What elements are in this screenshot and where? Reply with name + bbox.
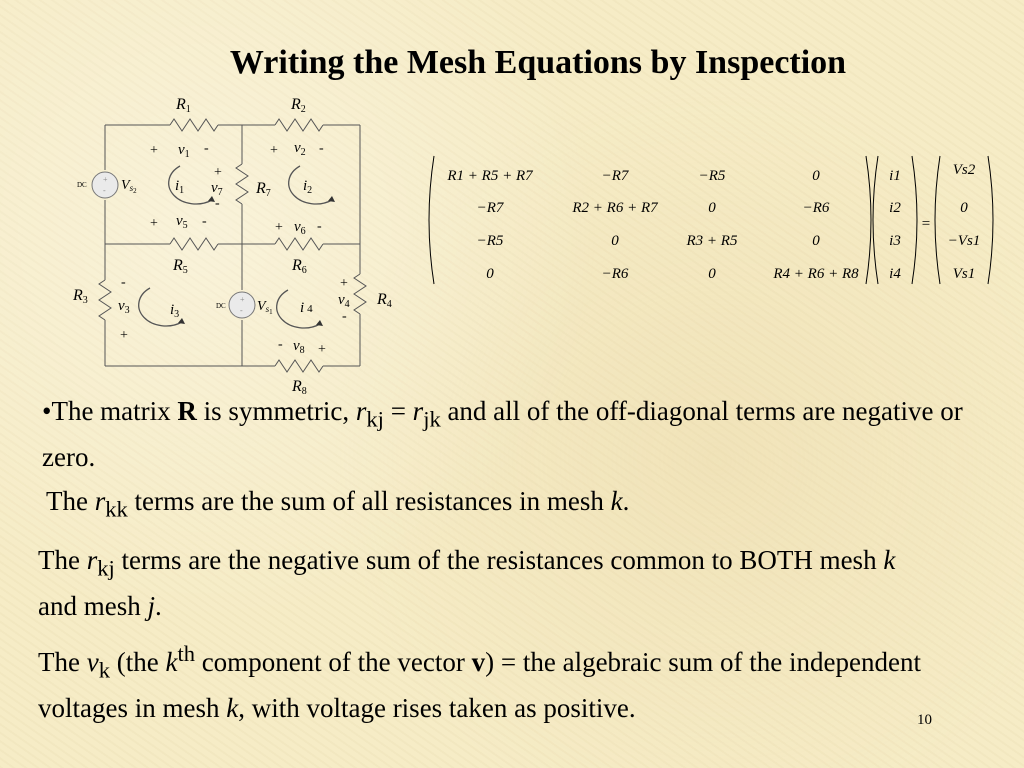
svg-text:-: - <box>317 219 322 234</box>
svg-text:-: - <box>215 196 220 211</box>
m-4-1: 0 <box>486 266 494 282</box>
svg-text:+: + <box>150 143 158 158</box>
label-v5: $v_5$ <box>176 213 188 231</box>
resistor-r6 <box>275 238 323 250</box>
resistor-r7 <box>236 164 248 204</box>
para-rkj: The $r_{kj}$ terms are the negative sum of the resistances common to BOTH mesh k and mesh j. <box>38 545 896 622</box>
m-2-3: 0 <box>708 200 716 216</box>
label-i4: i 4 <box>300 300 313 316</box>
resistor-r1 <box>170 119 218 131</box>
para-vk: The $v_k$ (the $k^{th}$ component of the vector v) = the algebraic sum of the independent voltages in mesh k, with voltage rises taken as positive. <box>38 641 921 724</box>
source-vector <box>948 162 981 282</box>
m-3-3: R3 + R5 <box>686 233 738 249</box>
m-3-2: 0 <box>611 233 619 249</box>
dc-label-vs2: DC <box>77 181 87 189</box>
svg-text:i2: i2 <box>889 200 901 216</box>
resistor-r2 <box>275 119 323 131</box>
svg-text:-: - <box>204 141 209 156</box>
resistor-r5 <box>170 238 218 250</box>
label-r7: R7 <box>256 180 271 199</box>
label-i2: $i_2$ <box>303 178 313 196</box>
svg-text:0: 0 <box>960 200 968 216</box>
m-4-4: R4 + R6 + R8 <box>773 266 859 282</box>
label-vs2: Vs2 <box>121 178 137 195</box>
m-3-1: −R5 <box>476 233 504 249</box>
m-4-3: 0 <box>708 266 716 282</box>
svg-text:i4: i4 <box>889 266 901 282</box>
label-v8: $v_8$ <box>293 338 305 356</box>
svg-text:+: + <box>214 165 222 180</box>
label-r5: R5 <box>173 257 188 276</box>
label-r4: R4 <box>377 291 392 310</box>
mesh-loop-i3 <box>139 288 182 326</box>
label-v3: $v_3$ <box>118 298 130 316</box>
m-2-1: −R7 <box>476 200 504 216</box>
svg-text:Vs2: Vs2 <box>952 162 976 178</box>
current-vector <box>889 168 901 282</box>
label-v4: $v_4$ <box>338 292 350 310</box>
svg-text:i3: i3 <box>889 233 901 249</box>
equals-sign: = <box>921 216 931 232</box>
label-v1: $v_1$ <box>178 142 190 160</box>
label-vs1: Vs1 <box>257 299 273 316</box>
label-v2: $v_2$ <box>294 140 306 158</box>
label-r3: R3 <box>73 287 88 306</box>
svg-text:+: + <box>240 295 245 304</box>
svg-text:+: + <box>120 328 128 343</box>
svg-text:Vs1: Vs1 <box>952 266 976 282</box>
label-v6: $v_6$ <box>294 219 306 237</box>
m-1-4: 0 <box>812 168 820 184</box>
svg-text:-: - <box>319 141 324 156</box>
m-1-3: −R5 <box>698 168 726 184</box>
mesh-circuit-diagram <box>60 92 420 397</box>
matrix-right-bracket <box>866 156 871 284</box>
label-i1: $i_1$ <box>175 178 185 196</box>
label-r6: R6 <box>292 257 307 276</box>
svg-text:-: - <box>342 309 347 324</box>
svg-text:+: + <box>103 175 108 184</box>
matrix-left-bracket <box>429 156 434 284</box>
label-i3: $i_3$ <box>170 302 180 320</box>
label-v7: $v_7$ <box>211 180 223 198</box>
svg-text:+: + <box>150 216 158 231</box>
page-number: 10 <box>917 712 932 728</box>
mesh-matrix-equation <box>420 150 1000 290</box>
m-3-4: 0 <box>812 233 820 249</box>
matrix-cells <box>446 168 859 282</box>
mesh-loop-i4 <box>277 290 320 328</box>
svg-text:-: - <box>121 275 126 290</box>
para-rkk: The $r_{kk}$ terms are the sum of all resistances in mesh k. <box>46 486 630 522</box>
m-2-2: R2 + R6 + R7 <box>572 200 658 216</box>
svg-text:i1: i1 <box>889 168 901 184</box>
svg-text:+: + <box>340 276 348 291</box>
bullet-symmetric: •The matrix R is symmetric, $r_{kj} = r_{jk}$ and all of the off-diagonal terms are negative or zero. <box>42 396 963 473</box>
m-2-4: −R6 <box>802 200 830 216</box>
svg-text:+: + <box>275 220 283 235</box>
svg-text:-: - <box>240 306 243 315</box>
resistor-r8 <box>275 360 323 372</box>
m-4-2: −R6 <box>601 266 629 282</box>
svg-text:+: + <box>318 342 326 357</box>
m-1-2: −R7 <box>601 168 629 184</box>
svg-text:-: - <box>278 337 283 352</box>
svg-text:−Vs1: −Vs1 <box>947 233 981 249</box>
label-r8: R8 <box>292 378 307 397</box>
slide-title: Writing the Mesh Equations by Inspection <box>229 44 847 81</box>
label-r1: R1 <box>176 96 191 115</box>
resistor-r3 <box>99 280 111 320</box>
label-r2: R2 <box>291 96 306 115</box>
m-1-1: R1 + R5 + R7 <box>447 168 533 184</box>
svg-text:-: - <box>103 186 106 195</box>
resistor-r4 <box>354 274 366 314</box>
svg-text:-: - <box>202 214 207 229</box>
svg-text:+: + <box>270 143 278 158</box>
dc-label-vs1: DC <box>216 302 226 310</box>
